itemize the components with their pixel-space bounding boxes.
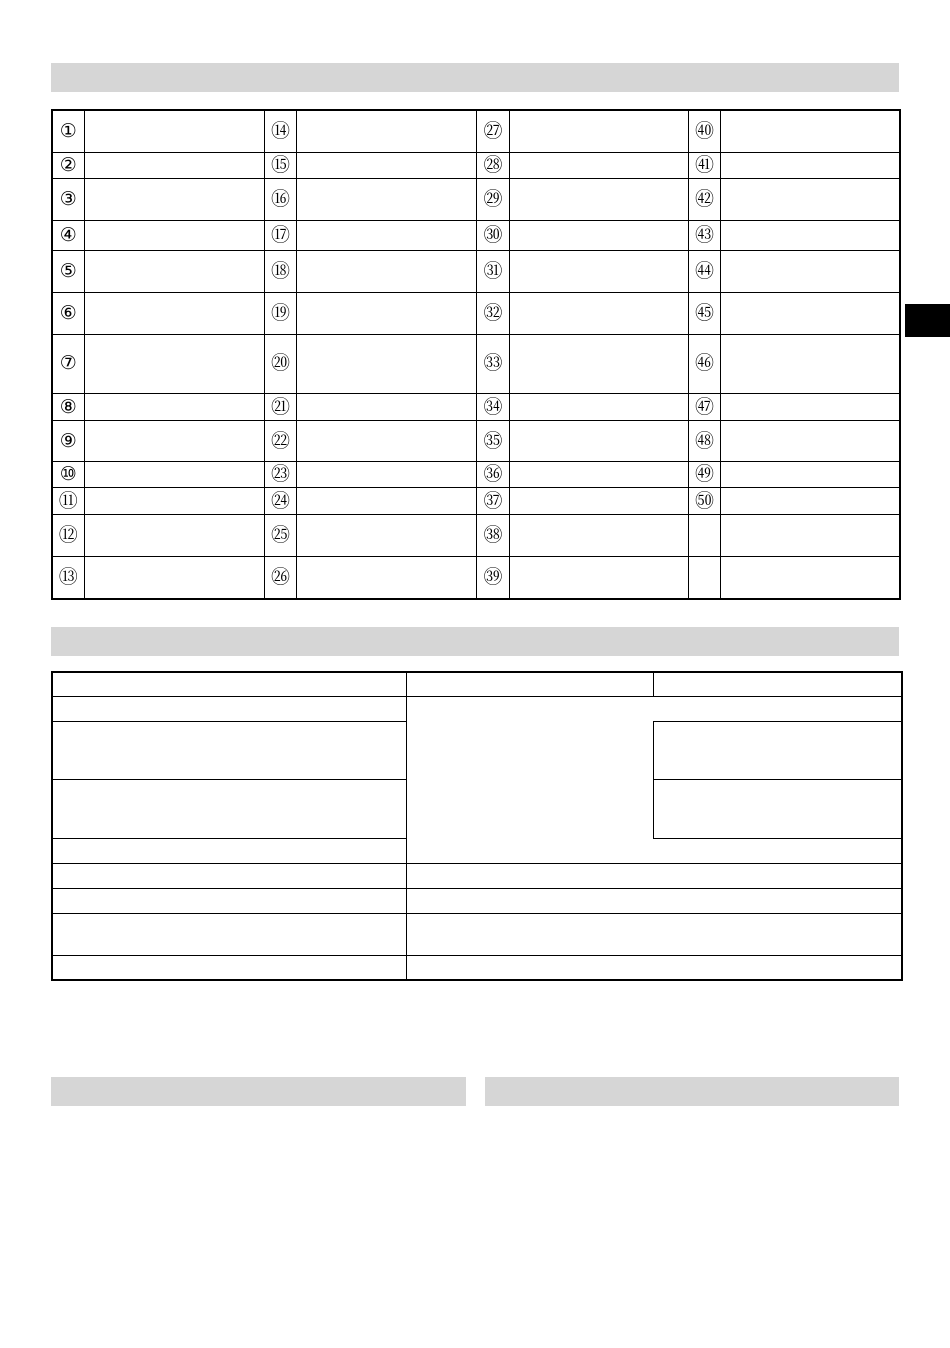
part-number: ⑬ <box>52 557 84 599</box>
part-name-cell <box>297 515 477 557</box>
parts-row <box>52 152 900 178</box>
part-number: ㉔ <box>264 488 296 515</box>
part-name-cell <box>84 394 264 421</box>
part-name-cell <box>297 488 477 515</box>
part-number: ㊳ <box>477 515 509 557</box>
part-name-cell <box>297 394 477 421</box>
spec-value-cell <box>406 838 902 863</box>
part-name-cell <box>509 110 688 152</box>
section-header-bar-left <box>51 1077 466 1106</box>
spec-row <box>52 672 902 696</box>
part-name-cell <box>509 292 688 334</box>
part-number: ㊽ <box>688 421 720 462</box>
part-number: ㉙ <box>477 178 509 220</box>
spec-label-cell <box>52 863 406 888</box>
part-name-cell <box>297 110 477 152</box>
part-name-cell <box>721 178 900 220</box>
parts-row <box>52 110 900 152</box>
part-number: ⑦ <box>52 334 84 393</box>
part-number: ㊷ <box>688 178 720 220</box>
part-number: ㊴ <box>477 557 509 599</box>
part-number: ⑥ <box>52 292 84 334</box>
part-number: ㊲ <box>477 488 509 515</box>
part-name-cell <box>297 220 477 250</box>
part-number: ④ <box>52 220 84 250</box>
language-tab-marker <box>905 304 950 337</box>
part-name-cell <box>509 334 688 393</box>
spec-row <box>52 913 902 955</box>
spec-value-cell <box>406 888 902 913</box>
part-name-cell <box>721 334 900 393</box>
parts-row <box>52 394 900 421</box>
part-name-cell <box>721 394 900 421</box>
part-number: ㊵ <box>688 110 720 152</box>
part-name-cell <box>84 488 264 515</box>
part-name-cell <box>509 515 688 557</box>
part-name-cell <box>721 515 900 557</box>
part-number: ㉓ <box>264 462 296 488</box>
part-name-cell <box>721 292 900 334</box>
part-name-cell <box>84 462 264 488</box>
spec-value-cell <box>406 863 902 888</box>
part-name-cell <box>509 178 688 220</box>
part-number: ⑳ <box>264 334 296 393</box>
part-name-cell <box>84 152 264 178</box>
spec-label-cell <box>52 955 406 980</box>
spec-label-cell <box>52 913 406 955</box>
part-number: ⑰ <box>264 220 296 250</box>
part-number: ⑮ <box>264 152 296 178</box>
parts-row <box>52 557 900 599</box>
part-name-cell <box>509 421 688 462</box>
part-name-cell <box>297 557 477 599</box>
part-number: ㊺ <box>688 292 720 334</box>
part-name-cell <box>509 250 688 292</box>
parts-row <box>52 488 900 515</box>
spec-label-cell <box>52 672 406 696</box>
part-name-cell <box>297 292 477 334</box>
part-name-cell <box>297 462 477 488</box>
part-name-cell <box>721 152 900 178</box>
part-number <box>688 515 720 557</box>
part-number: ㉛ <box>477 250 509 292</box>
part-number: ⑨ <box>52 421 84 462</box>
part-name-cell <box>509 488 688 515</box>
part-name-cell <box>297 152 477 178</box>
spec-value-cell <box>406 721 653 779</box>
part-name-cell <box>509 557 688 599</box>
part-number <box>688 557 720 599</box>
parts-row <box>52 220 900 250</box>
part-name-cell <box>721 220 900 250</box>
part-number: ㊾ <box>688 462 720 488</box>
part-name-cell <box>84 178 264 220</box>
spec-label-cell <box>52 721 406 779</box>
part-number: ㉞ <box>477 394 509 421</box>
part-number: ⑩ <box>52 462 84 488</box>
parts-legend-table <box>51 109 901 600</box>
part-name-cell <box>721 488 900 515</box>
part-number: ㊼ <box>688 394 720 421</box>
spec-row <box>52 838 902 863</box>
spec-label-cell <box>52 838 406 863</box>
spec-row <box>52 721 902 779</box>
part-name-cell <box>84 557 264 599</box>
spec-row <box>52 779 902 838</box>
part-name-cell <box>721 557 900 599</box>
parts-row <box>52 178 900 220</box>
part-name-cell <box>84 220 264 250</box>
part-number: ㉜ <box>477 292 509 334</box>
parts-row <box>52 421 900 462</box>
part-number: ㊿ <box>688 488 720 515</box>
spec-value-cell <box>653 721 902 779</box>
part-name-cell <box>721 462 900 488</box>
part-number: ㉘ <box>477 152 509 178</box>
part-number: ㊻ <box>688 334 720 393</box>
part-number: ② <box>52 152 84 178</box>
parts-row <box>52 292 900 334</box>
spec-label-cell <box>52 888 406 913</box>
parts-row <box>52 462 900 488</box>
part-name-cell <box>84 250 264 292</box>
part-number: ⑱ <box>264 250 296 292</box>
spec-value-cell <box>406 913 902 955</box>
part-number: ⑤ <box>52 250 84 292</box>
part-name-cell <box>509 220 688 250</box>
part-name-cell <box>509 462 688 488</box>
spec-value-cell <box>406 672 653 696</box>
part-name-cell <box>721 250 900 292</box>
parts-row <box>52 250 900 292</box>
part-number: ㉚ <box>477 220 509 250</box>
part-number: ① <box>52 110 84 152</box>
part-name-cell <box>84 421 264 462</box>
specifications-table <box>51 671 903 981</box>
part-name-cell <box>297 250 477 292</box>
part-number: ⑲ <box>264 292 296 334</box>
part-number: ㉗ <box>477 110 509 152</box>
part-name-cell <box>509 152 688 178</box>
part-number: ⑫ <box>52 515 84 557</box>
part-number: ⑧ <box>52 394 84 421</box>
part-number: ㊸ <box>688 220 720 250</box>
spec-row <box>52 696 902 721</box>
section-header-bar-parts <box>51 63 899 92</box>
spec-label-cell <box>52 779 406 838</box>
part-name-cell <box>84 110 264 152</box>
part-number: ㉖ <box>264 557 296 599</box>
parts-row <box>52 334 900 393</box>
part-name-cell <box>84 292 264 334</box>
part-name-cell <box>297 421 477 462</box>
part-number: ③ <box>52 178 84 220</box>
part-number: ㉑ <box>264 394 296 421</box>
part-number: ㊹ <box>688 250 720 292</box>
part-number: ㊶ <box>688 152 720 178</box>
part-name-cell <box>84 515 264 557</box>
spec-row <box>52 888 902 913</box>
part-name-cell <box>297 178 477 220</box>
part-number: ㊱ <box>477 462 509 488</box>
spec-value-cell <box>406 779 653 838</box>
spec-label-cell <box>52 696 406 721</box>
part-name-cell <box>721 110 900 152</box>
part-number: ㉝ <box>477 334 509 393</box>
part-name-cell <box>721 421 900 462</box>
part-name-cell <box>297 334 477 393</box>
spec-value-cell <box>653 779 902 838</box>
parts-row <box>52 515 900 557</box>
part-number: ㉒ <box>264 421 296 462</box>
part-number: ㉟ <box>477 421 509 462</box>
section-header-bar-specifications <box>51 627 899 656</box>
spec-value-cell <box>406 696 902 721</box>
part-number: ⑪ <box>52 488 84 515</box>
part-number: ㉕ <box>264 515 296 557</box>
part-name-cell <box>84 334 264 393</box>
spec-value-cell <box>406 955 902 980</box>
part-name-cell <box>509 394 688 421</box>
part-number: ⑯ <box>264 178 296 220</box>
section-header-bar-right <box>485 1077 899 1106</box>
spec-row <box>52 863 902 888</box>
spec-value-cell <box>653 672 902 696</box>
part-number: ⑭ <box>264 110 296 152</box>
spec-row <box>52 955 902 980</box>
